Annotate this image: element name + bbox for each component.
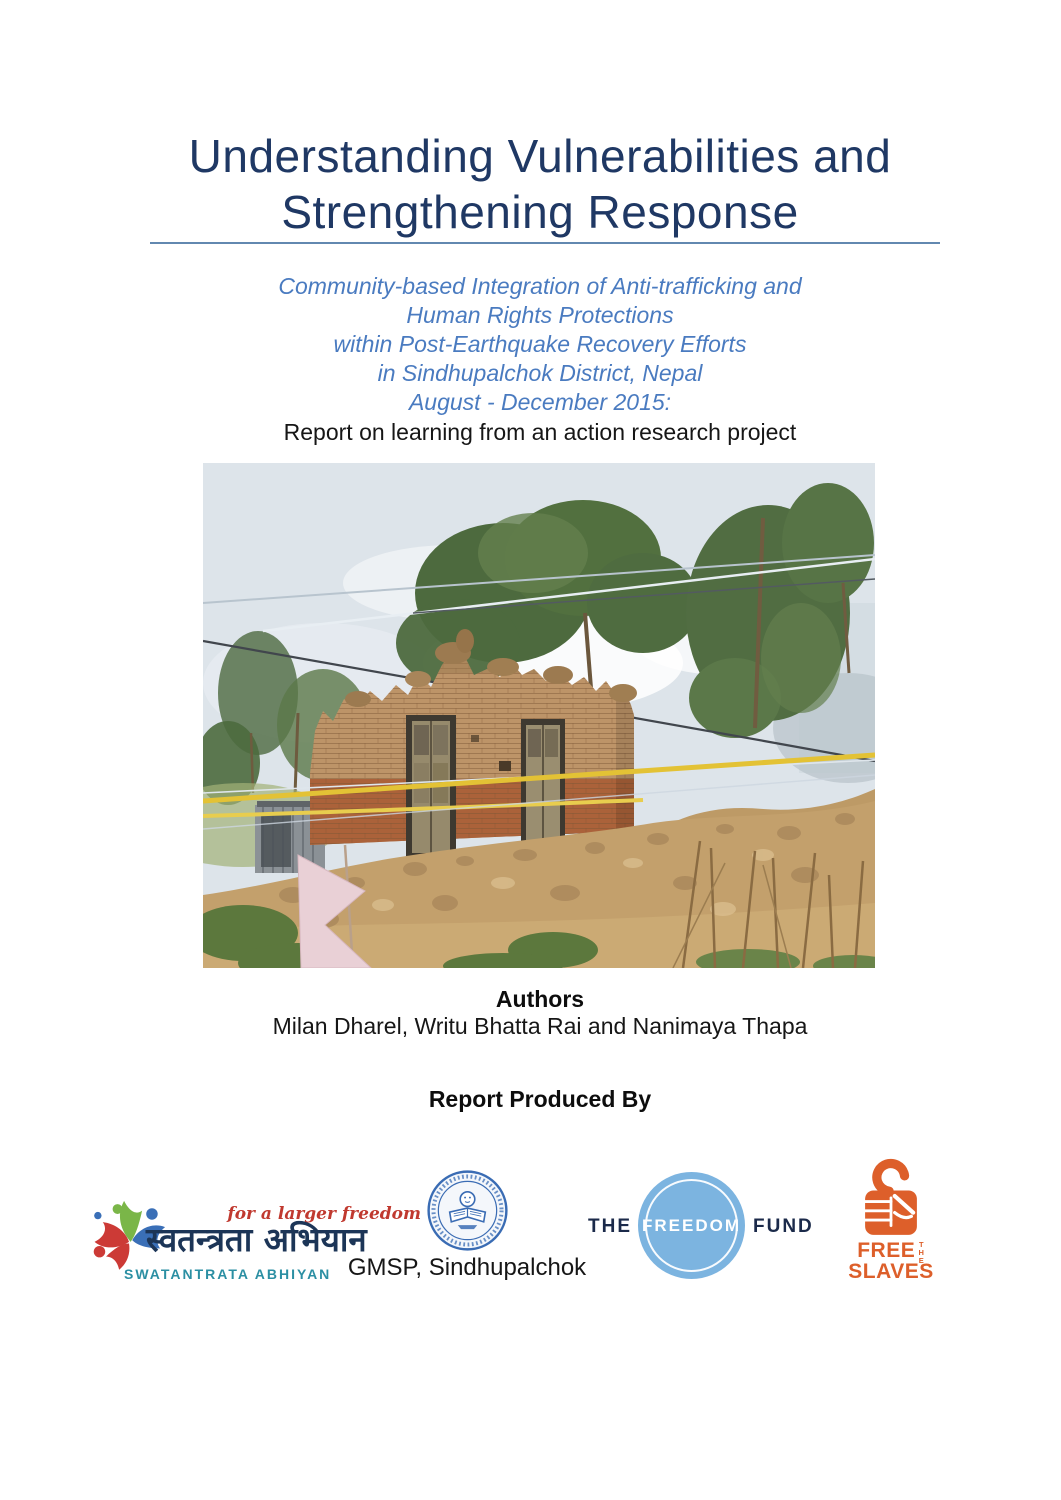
swatantrata-abhiyan-logo [88, 1186, 421, 1292]
earthquake-damaged-house-photo [203, 463, 875, 968]
authors-heading: Authors [495, 986, 585, 1012]
subtitle-line: in Sindhupalchok District, Nepal [377, 360, 703, 386]
swatantrata-name-latin: SWATANTRATA ABHIYAN [124, 1266, 332, 1282]
free-the-slaves-padlock-icon [854, 1153, 928, 1239]
title-divider-rule [150, 242, 940, 244]
fts-word-slaves: SLAVES [848, 1260, 934, 1283]
fts-word-free: FREE [857, 1239, 916, 1262]
freedom-fund-word-fund: FUND [753, 1216, 814, 1237]
authors-names: Milan Dharel, Writu Bhatta Rai and Nanimaya Thapa [272, 1013, 808, 1039]
subtitle [80, 272, 1000, 417]
subtitle-line: Community-based Integration of Anti-trafficking and [278, 273, 802, 299]
freedom-fund-circle-icon [638, 1172, 745, 1279]
gmsp-caption: GMSP, Sindhupalchok [347, 1254, 587, 1281]
free-the-slaves-logo [843, 1153, 939, 1285]
title-line-1: Understanding Vulnerabilities and [188, 130, 892, 182]
freedom-fund-logo [588, 1172, 820, 1282]
subtitle-line: Human Rights Protections [406, 302, 674, 328]
page-title [80, 128, 1000, 240]
freedom-fund-word-the: THE [588, 1216, 632, 1237]
swatantrata-name-devanagari: स्वतन्त्रता अभियान [146, 1220, 367, 1259]
report-type-line: Report on learning from an action research project [283, 419, 797, 445]
produced-by-heading: Report Produced By [428, 1086, 652, 1112]
free-the-slaves-wordmark [843, 1240, 939, 1282]
swatantrata-tagline: for a larger freedom [227, 1204, 421, 1224]
house-door-right [521, 719, 565, 847]
subtitle-line: within Post-Earthquake Recovery Efforts [333, 331, 747, 357]
freedom-fund-word-freedom: FREEDOM [642, 1215, 741, 1235]
subtitle-line: August - December 2015: [408, 389, 672, 415]
gmsp-seal-icon [427, 1170, 508, 1251]
title-line-2: Strengthening Response [281, 186, 799, 238]
fts-word-the: THE [916, 1240, 926, 1264]
